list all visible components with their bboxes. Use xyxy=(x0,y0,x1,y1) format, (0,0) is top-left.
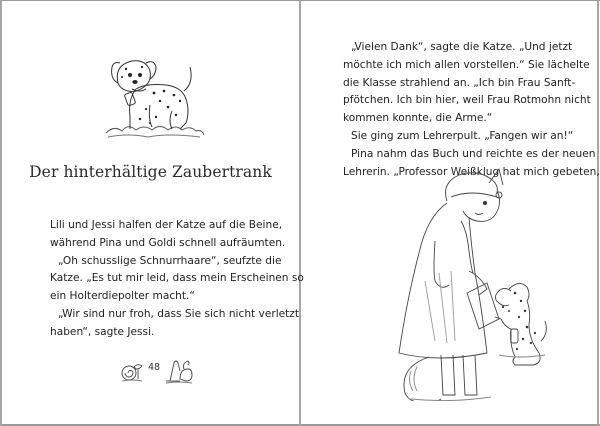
text-line: möchte ich mich allen vorstellen.“ Sie lächelte xyxy=(343,58,590,71)
left-page-text xyxy=(50,217,304,342)
text-line: ein Holterdiepolter macht.“ xyxy=(50,290,195,303)
text-line: während Pina und Goldi schnell aufräumten. xyxy=(50,236,286,249)
text-line: „Vielen Dank“, sagte die Katze. „Und jetzt xyxy=(351,41,573,53)
text-line: haben“, sagte Jessi. xyxy=(50,325,155,338)
page-folio xyxy=(112,353,202,389)
text-line: Lehrerin. „Professor Weißklug hat mich gebeten, xyxy=(343,165,600,178)
chapter-title: Der hinterhältige Zaubertrank xyxy=(29,163,272,181)
text-line: Pina nahm das Buch und reichte es der neuen xyxy=(351,147,596,160)
text-line: pfötchen. Ich bin hier, weil Frau Rotmohn nicht xyxy=(343,94,591,107)
cat-teacher-and-dalmatian-puppy-illustration xyxy=(351,161,551,401)
text-line: Lili und Jessi halfen der Katze auf die Beine, xyxy=(50,219,283,231)
text-line: Sie ging zum Lehrerpult. „Fangen wir an!“ xyxy=(351,129,574,142)
text-line: Katze. „Es tut mir leid, dass mein Erscheinen so xyxy=(50,272,304,285)
witch-hat-creature-icon xyxy=(164,357,194,385)
dalmatian-puppy-icon xyxy=(102,49,207,143)
snail-mushroom-icon xyxy=(120,359,144,385)
page-number: 48 xyxy=(148,362,161,373)
left-page xyxy=(2,1,304,424)
text-line: die Klasse strahlend an. „Ich bin Frau Sanft- xyxy=(343,76,576,89)
text-line: „Wir sind nur froh, dass Sie sich nicht verletzt xyxy=(58,307,300,320)
text-line: „Oh schusslige Schnurrhaare“, seufzte die xyxy=(58,254,282,267)
right-page xyxy=(301,1,600,424)
text-line: kommen konnte, die Arme.“ xyxy=(343,112,493,125)
